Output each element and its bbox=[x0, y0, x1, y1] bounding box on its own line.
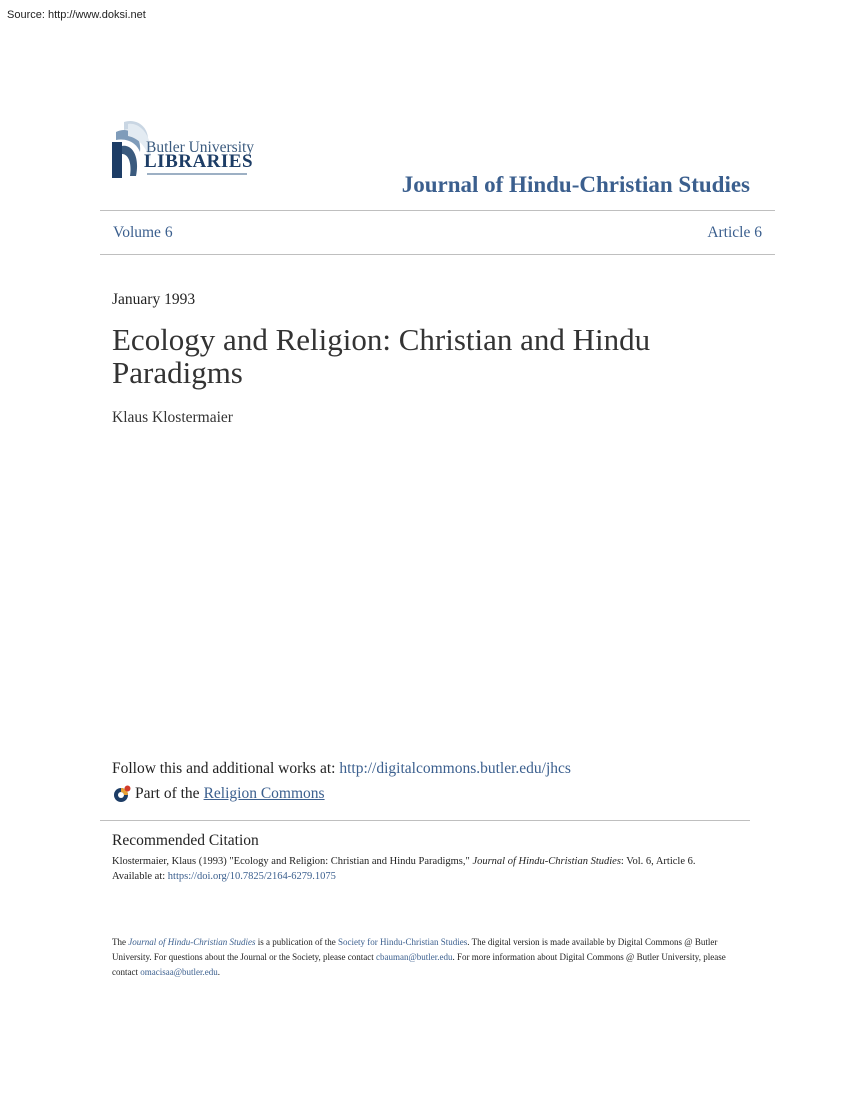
network-icon bbox=[112, 784, 132, 804]
logo-underline bbox=[147, 173, 247, 175]
citation-text bbox=[112, 855, 742, 884]
footer-society-link[interactable]: Society for Hindu-Christian Studies bbox=[338, 937, 468, 947]
doi-link[interactable]: https://doi.org/10.7825/2164-6279.1075 bbox=[167, 870, 336, 882]
citation-text-before: Klostermaier, Klaus (1993) "Ecology and Religion: Christian and Hindu Paradigms," bbox=[112, 856, 473, 867]
article-link[interactable]: Article 6 bbox=[707, 224, 762, 241]
citation-text-after: : Vol. 6, Article 6. bbox=[620, 856, 696, 867]
source-label: Source: http://www.doksi.net bbox=[7, 9, 146, 21]
article-title: Ecology and Religion: Christian and Hindu Paradigms bbox=[112, 322, 651, 390]
divider-bottom bbox=[100, 254, 775, 255]
footer-email-1-link[interactable]: cbauman@butler.edu bbox=[376, 952, 453, 962]
footer-email-2-link[interactable]: omacisaa@butler.edu bbox=[140, 967, 218, 977]
part-of-line bbox=[112, 784, 325, 804]
butler-libraries-logo bbox=[110, 116, 270, 186]
footer-text bbox=[112, 935, 742, 980]
citation-journal: Journal of Hindu-Christian Studies bbox=[472, 856, 621, 867]
citation-available-prefix: Available at: bbox=[112, 870, 168, 882]
volume-link[interactable]: Volume 6 bbox=[113, 224, 173, 241]
divider-top bbox=[100, 210, 775, 211]
divider-citation bbox=[100, 820, 750, 821]
collection-url-link[interactable]: http://digitalcommons.butler.edu/jhcs bbox=[339, 760, 571, 777]
part-of-prefix: Part of the bbox=[135, 785, 200, 802]
recommended-citation-heading: Recommended Citation bbox=[112, 832, 259, 849]
follow-prefix: Follow this and additional works at: bbox=[112, 760, 340, 777]
journal-title-link[interactable]: Journal of Hindu-Christian Studies bbox=[401, 172, 750, 197]
author-name: Klaus Klostermaier bbox=[112, 409, 233, 426]
footer-t1: The bbox=[112, 937, 129, 947]
footer-t2: is a publication of the bbox=[255, 937, 338, 947]
footer-t4: . For more information about Digital Commons @ Butler University, please contact bbox=[112, 952, 726, 977]
publication-date: January 1993 bbox=[112, 291, 196, 308]
footer-t3: . The digital version is made available by Digital Commons @ Butler University. For questions about the Journal or the Society, please contact bbox=[112, 937, 718, 962]
follow-line bbox=[112, 760, 571, 778]
logo-line-2: LIBRARIES bbox=[144, 151, 254, 172]
logo-line-1: Butler University bbox=[146, 139, 255, 156]
religion-commons-link[interactable]: Religion Commons bbox=[203, 785, 325, 802]
footer-journal-link[interactable]: Journal of Hindu-Christian Studies bbox=[128, 937, 256, 947]
footer-t5: . bbox=[217, 967, 221, 977]
